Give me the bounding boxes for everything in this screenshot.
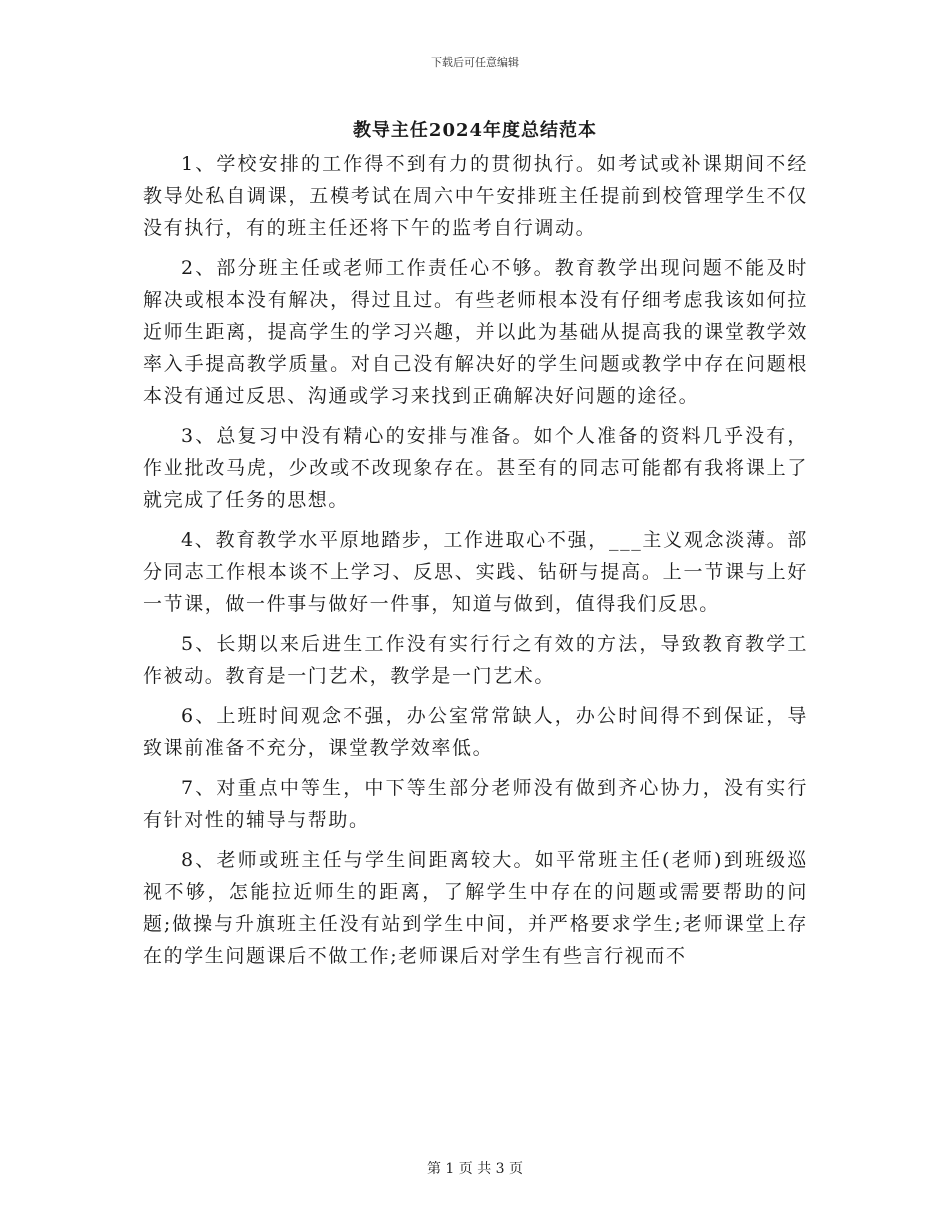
paragraph-2: 2、部分班主任或老师工作责任心不够。教育教学出现问题不能及时解决或根本没有解决，得过且过。有些老师根本没有仔细考虑我该如何拉近师生距离，提高学生的学习兴趣，并以此为基础从提高我的课堂教学效率入手提高教学质量。对自己没有解决好的学生问题或教学中存在问题根本没有通过反思、沟通或学习来找到正确解决好问题的途径。 bbox=[143, 257, 808, 407]
document-body bbox=[143, 148, 808, 980]
paragraph-7: 7、对重点中等生，中下等生部分老师没有做到齐心协力，没有实行有针对性的辅导与帮助。 bbox=[143, 777, 808, 831]
paragraph-1: 1、学校安排的工作得不到有力的贯彻执行。如考试或补课期间不经教导处私自调课，五模考试在周六中午安排班主任提前到校管理学生不仅没有执行，有的班主任还将下午的监考自行调动。 bbox=[143, 153, 808, 239]
paragraph-4: 4、教育教学水平原地踏步，工作进取心不强，___主义观念淡薄。部分同志工作根本谈不上学习、反思、实践、钻研与提高。上一节课与上好一节课，做一件事与做好一件事，知道与做到，值得我们反思。 bbox=[143, 529, 808, 615]
page-header-note: 下载后可任意编辑 bbox=[431, 56, 519, 69]
document-title: 教导主任2024年度总结范本 bbox=[352, 120, 598, 141]
paragraph-8: 8、老师或班主任与学生间距离较大。如平常班主任(老师)到班级巡视不够，怎能拉近师生的距离，了解学生中存在的问题或需要帮助的问题;做操与升旗班主任没有站到学生中间，并严格要求学生;老师课堂上存在的学生问题课后不做工作;老师课后对学生有些言行视而不 bbox=[143, 849, 808, 967]
paragraph-3: 3、总复习中没有精心的安排与准备。如个人准备的资料几乎没有，作业批改马虎，少改或不改现象存在。甚至有的同志可能都有我将课上了就完成了任务的思想。 bbox=[143, 425, 808, 511]
page-number: 第 1 页 共 3 页 bbox=[426, 1161, 524, 1177]
paragraph-6: 6、上班时间观念不强，办公室常常缺人，办公时间得不到保证，导致课前准备不充分，课堂教学效率低。 bbox=[143, 705, 808, 759]
paragraph-5: 5、长期以来后进生工作没有实行行之有效的方法，导致教育教学工作被动。教育是一门艺术，教学是一门艺术。 bbox=[143, 633, 808, 687]
